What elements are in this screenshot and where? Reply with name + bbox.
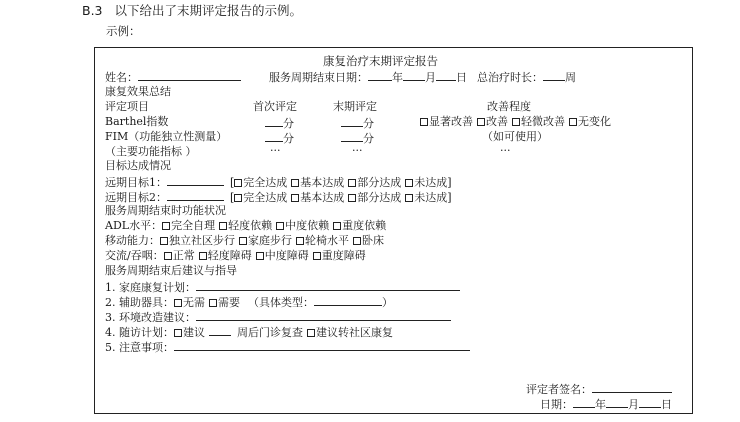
swallow-label: 交流/吞咽：: [105, 249, 164, 262]
goal1-field[interactable]: [167, 174, 224, 186]
advice4-row: 4. 随访计划： 建议 周后门诊复查 建议转社区康复: [105, 326, 393, 339]
ellipsis-first: ···: [270, 144, 281, 157]
name-label: 姓名：: [105, 71, 138, 84]
mobility-checkbox-4[interactable]: [353, 237, 361, 245]
if-applicable-note: （如可使用）: [482, 130, 548, 143]
col-improve: 改善程度: [487, 100, 531, 113]
col-item: 评定项目: [105, 100, 149, 113]
advice5-field[interactable]: [174, 339, 470, 351]
mobility-row: 移动能力： 独立社区步行 家庭步行 轮椅水平 卧床: [105, 234, 384, 247]
adl-checkbox-1[interactable]: [162, 222, 170, 230]
advice2-type-field[interactable]: [314, 294, 382, 306]
goal1-checkbox-2[interactable]: [291, 179, 299, 187]
improve-checkbox-2[interactable]: [477, 118, 485, 126]
goal2-row: 远期目标2： [ 完全达成 基本达成 部分达成 未达成]: [105, 191, 452, 204]
barthel-label: Barthel指数: [105, 115, 169, 128]
goal-status-heading: 目标达成情况: [105, 159, 171, 172]
example-label: 示例：: [106, 24, 141, 38]
sign-month-field[interactable]: [606, 396, 628, 408]
advice4-label: 4. 随访计划：: [105, 326, 174, 339]
advice5-label: 5. 注意事项：: [105, 341, 174, 354]
barthel-final-field[interactable]: [341, 115, 363, 127]
goal2-checkbox-1[interactable]: [234, 194, 242, 202]
goal1-row: 远期目标1： [ 完全达成 基本达成 部分达成 未达成]: [105, 176, 452, 189]
goal2-checkbox-4[interactable]: [405, 194, 413, 202]
improve-checkbox-3[interactable]: [512, 118, 520, 126]
fim-label: FIM（功能独立性测量）: [105, 130, 228, 143]
barthel-final: 分: [341, 115, 374, 131]
swallow-checkbox-4[interactable]: [313, 252, 321, 260]
end-function-heading: 服务周期结束时功能状况: [105, 204, 226, 217]
adl-checkbox-3[interactable]: [276, 222, 284, 230]
goal2-checkbox-3[interactable]: [348, 194, 356, 202]
advice1-field[interactable]: [196, 279, 460, 291]
signature-row: [526, 381, 672, 397]
sign-year-field[interactable]: [573, 396, 595, 408]
ellipsis-final: ···: [352, 144, 363, 157]
advice1-row: [105, 279, 460, 295]
goal1-checkbox-4[interactable]: [405, 179, 413, 187]
mobility-label: 移动能力：: [105, 234, 160, 247]
sign-date-label: 日期：: [540, 398, 573, 411]
report-title: 康复治疗末期评定报告: [323, 54, 438, 68]
signature-field[interactable]: [592, 381, 672, 393]
col-final: 末期评定: [333, 100, 377, 113]
swallow-checkbox-1[interactable]: [164, 252, 172, 260]
swallow-checkbox-3[interactable]: [256, 252, 264, 260]
total-duration-field[interactable]: [543, 69, 565, 81]
advice3-field[interactable]: [196, 309, 451, 321]
goal1-label: 远期目标1：: [105, 176, 167, 189]
advice4-checkbox-1[interactable]: [174, 329, 182, 337]
fim-first-field[interactable]: [265, 130, 283, 142]
end-day-field[interactable]: [436, 69, 456, 81]
fim-final-field[interactable]: [341, 130, 363, 142]
mobility-checkbox-1[interactable]: [160, 237, 168, 245]
sign-date-row: 日期： 年 月 日: [540, 398, 672, 411]
main-functional-label: （主要功能指标 ）: [105, 145, 197, 158]
advice2-row: 2. 辅助器具： 无需 需要 （具体类型： ）: [105, 296, 393, 309]
advice2-label: 2. 辅助器具：: [105, 296, 174, 309]
goal2-label: 远期目标2：: [105, 191, 167, 204]
fim-final: 分: [341, 130, 374, 146]
fim-first: 分: [265, 130, 294, 146]
section-number: B.3: [82, 3, 103, 18]
advice4-weeks-field[interactable]: [209, 324, 231, 336]
barthel-first: 分: [265, 115, 294, 131]
advice1-label: 1. 家庭康复计划：: [105, 281, 196, 294]
mobility-checkbox-2[interactable]: [239, 237, 247, 245]
adl-row: ADL水平： 完全自理 轻度依赖 中度依赖 重度依赖: [105, 219, 387, 232]
col-first: 首次评定: [253, 100, 297, 113]
goal1-checkbox-1[interactable]: [234, 179, 242, 187]
goal1-checkbox-3[interactable]: [348, 179, 356, 187]
improve-options: 显著改善 改善 轻微改善 无变化: [420, 115, 611, 129]
name-field[interactable]: [138, 69, 241, 81]
sign-day-field[interactable]: [639, 396, 661, 408]
barthel-first-field[interactable]: [265, 115, 283, 127]
improve-checkbox-4[interactable]: [569, 118, 577, 126]
advice3-row: [105, 309, 451, 325]
end-year-field[interactable]: [368, 69, 392, 81]
goal2-field[interactable]: [167, 189, 224, 201]
advice2-checkbox-1[interactable]: [174, 299, 182, 307]
section-heading-text: 以下给出了末期评定报告的示例。: [114, 3, 303, 18]
adl-checkbox-2[interactable]: [219, 222, 227, 230]
total-duration-label: 总治疗时长：: [477, 71, 543, 84]
improve-checkbox-1[interactable]: [420, 118, 428, 126]
end-date-label: 服务周期结束日期：: [269, 71, 368, 84]
adl-checkbox-4[interactable]: [333, 222, 341, 230]
advice-heading: 服务周期结束后建议与指导: [105, 264, 237, 277]
swallow-checkbox-2[interactable]: [199, 252, 207, 260]
section-heading: [82, 4, 302, 18]
swallow-row: 交流/吞咽： 正常 轻度障碍 中度障碍 重度障碍: [105, 249, 366, 262]
report-header-row: 姓名： 服务周期结束日期： 年 月 日 总治疗时长： 周: [105, 71, 576, 84]
signature-label: 评定者签名：: [526, 383, 592, 396]
mobility-checkbox-3[interactable]: [296, 237, 304, 245]
adl-label: ADL水平：: [105, 219, 163, 232]
advice2-checkbox-2[interactable]: [209, 299, 217, 307]
goal2-checkbox-2[interactable]: [291, 194, 299, 202]
end-month-field[interactable]: [403, 69, 425, 81]
effect-summary-heading: 康复效果总结: [105, 85, 171, 98]
ellipsis-improve: ···: [500, 144, 511, 157]
advice3-label: 3. 环境改造建议：: [105, 311, 196, 324]
advice4-checkbox-2[interactable]: [307, 329, 315, 337]
advice5-row: [105, 339, 470, 355]
